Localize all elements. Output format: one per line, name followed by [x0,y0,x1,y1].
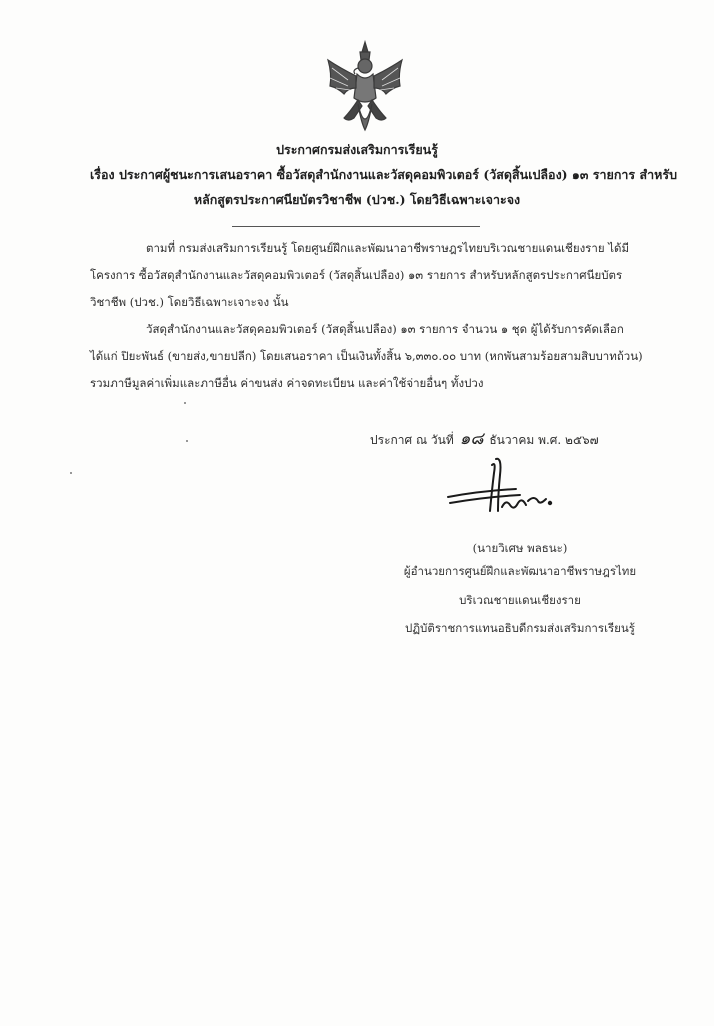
date-day: ๑๘ [459,429,484,449]
scan-speck [70,472,72,474]
handwritten-signature-icon [440,455,570,525]
scan-speck [184,402,186,404]
body-paragraph-2-line-1: วัสดุสำนักงานและวัสดุคอมพิวเตอร์ (วัสดุสิ้นเปลือง) ๑๓ รายการ จำนวน ๑ ชุด ผู้ได้รับการคัดเลือก [146,322,624,336]
announcement-date [370,425,599,452]
body-paragraph-1-line-3: วิชาชีพ (ปวช.) โดยวิธีเฉพาะเจาะจง นั้น [90,295,289,309]
date-suffix: ธันวาคม พ.ศ. ๒๕๖๗ [489,433,599,447]
date-prefix: ประกาศ ณ วันที่ [370,433,454,447]
signer-name: (นายวิเศษ พลธนะ) [472,541,568,555]
scan-speck [186,440,188,442]
body-paragraph-2-line-2: ได้แก่ ปิยะพันธ์ (ขายส่ง,ขายปลีก) โดยเสนอราคา เป็นเงินทั้งสิ้น ๖,๓๓๐.๐๐ บาท (หกพันสามร้อยสามสิบบาทถ้วน) [90,349,643,363]
body-paragraph-1-line-1: ตามที่ กรมส่งเสริมการเรียนรู้ โดยศูนย์ฝึกและพัฒนาอาชีพราษฎรไทยบริเวณชายแดนเชียงราย ได้มี [146,241,630,255]
signer-position-line-1: ผู้อำนวยการศูนย์ฝึกและพัฒนาอาชีพราษฎรไทย [403,564,637,578]
announcement-agency-title: ประกาศกรมส่งเสริมการเรียนรู้ [276,142,438,157]
signer-position-line-3: ปฏิบัติราชการแทนอธิบดีกรมส่งเสริมการเรียนรู้ [405,621,635,635]
signer-position-line-2: บริเวณชายแดนเชียงราย [459,593,581,607]
body-paragraph-1-line-2: โครงการ ซื้อวัสดุสำนักงานและวัสดุคอมพิวเตอร์ (วัสดุสิ้นเปลือง) ๑๓ รายการ สำหรับหลักสูตรประกาศนียบัตร [90,268,623,282]
announcement-subject-line-2: หลักสูตรประกาศนียบัตรวิชาชีพ (ปวช.) โดยวิธีเฉพาะเจาะจง [193,192,521,207]
announcement-subject-line-1: เรื่อง ประกาศผู้ชนะการเสนอราคา ซื้อวัสดุสำนักงานและวัสดุคอมพิวเตอร์ (วัสดุสิ้นเปลือง) ๑๓ รายการ สำหรับ [90,167,678,182]
separator-rule [232,226,480,227]
garuda-emblem-icon [322,38,408,138]
body-paragraph-2-line-3: รวมภาษีมูลค่าเพิ่มและภาษีอื่น ค่าขนส่ง ค่าจดทะเบียน และค่าใช้จ่ายอื่นๆ ทั้งปวง [90,376,484,390]
